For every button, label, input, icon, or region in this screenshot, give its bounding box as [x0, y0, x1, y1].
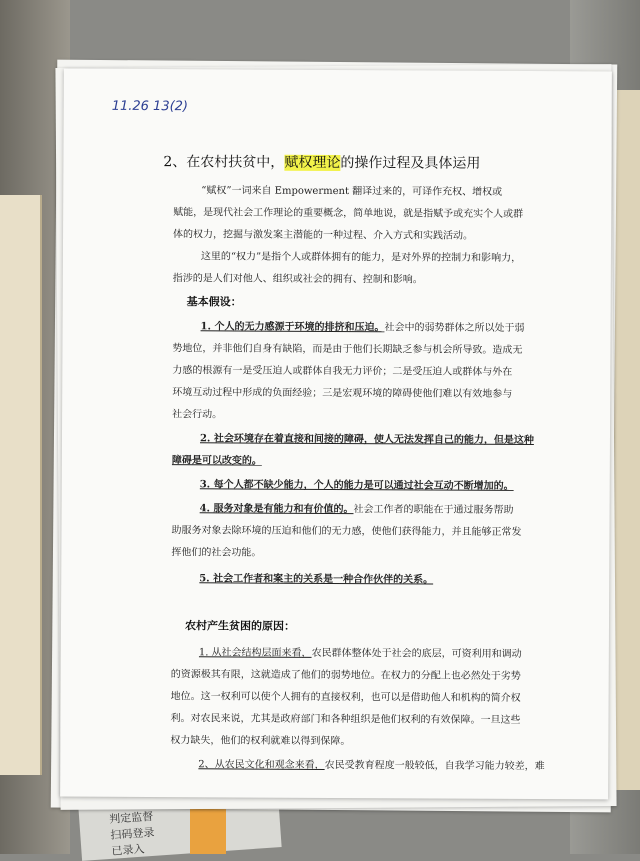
card-text-1: 判定监督	[108, 809, 154, 826]
cause-2-bold: 2、从农民文化和观念来看，	[198, 759, 325, 771]
orange-card	[190, 806, 226, 854]
cause-1-bold: 1. 从社会结构层面来看，	[198, 647, 312, 659]
assumption-1-line-4: 环境互动过程中形成的负面经验；三是宏观环境的障碍使他们难以有效地参与	[172, 387, 513, 400]
cause-1-line-5: 权力缺失，他们的权利就难以得到保障。	[170, 735, 351, 748]
title-highlight: 赋权理论	[284, 154, 341, 172]
handwritten-note: 11.26 13(2)	[111, 98, 189, 115]
assumption-1-line-2: 势地位，并非他们自身有缺陷，而是由于他们长期缺乏参与机会所导致。造成无	[172, 343, 523, 356]
cause-1-line-2: 的资源极其有限，这就造成了他们的弱势地位。在权力的分配上也必然处于劣势	[170, 669, 521, 682]
title-suffix: 的操作过程及具体运用	[340, 155, 481, 172]
assumption-4-line-3: 挥他们的社会功能。	[171, 547, 262, 559]
card-text-2: 扫码登录	[109, 825, 155, 842]
assumption-4-rest: 社会工作者的职能在于通过服务帮助	[353, 504, 514, 516]
assumption-1-bold: 1. 个人的无力感源于环境的排挤和压迫。	[200, 321, 385, 334]
assumption-2-line-2: 障碍是可以改变的。	[171, 455, 262, 467]
section-title	[163, 151, 480, 173]
intro-line-2: 赋能，是现代社会工作理论的重要概念，简单地说，就是指赋予或充实个人或群	[173, 207, 524, 220]
cause-2-rest: 农民受教育程度一般较低，自我学习能力较差，难	[324, 759, 545, 773]
cause-1	[199, 643, 591, 660]
document-page	[60, 69, 612, 800]
assumption-3: 3. 每个人都不缺少能力，个人的能力是可以通过社会互动不断增加的。	[199, 479, 514, 492]
cause-2	[198, 755, 590, 772]
assumption-1-line-5: 社会行动。	[172, 409, 223, 421]
assumption-4-bold: 4. 服务对象是有能力和有价值的。	[199, 503, 354, 516]
causes-heading: 农村产生贫困的原因：	[184, 619, 296, 633]
card-text-3: 已录入	[111, 842, 145, 858]
assumption-2: 2. 社会环境存在着直接和间接的障碍，使人无法发挥自己的能力，但是这种	[199, 433, 534, 447]
cause-1-line-4: 利。对农民来说，尤其是政府部门和各种组织是他们权利的有效保障。一旦这些	[170, 713, 521, 726]
assumption-1-rest: 社会中的弱势群体之所以处于弱	[384, 322, 525, 334]
assumption-1-line-3: 力感的根源有一是受压迫人或群体自我无力评价；二是受压迫人或群体与外在	[172, 365, 513, 378]
cause-1-line-3: 地位。这一权利可以使个人拥有的直接权利，也可以是借助他人和机构的简介权	[170, 691, 521, 704]
intro-line-4: 这里的“权力”是指个人或群体拥有的能力，是对外界的控制力和影响力，	[200, 251, 522, 264]
assumptions-heading: 基本假设：	[186, 295, 242, 309]
cause-1-rest: 农民群体整体处于社会的底层，可资利用和调动	[311, 647, 522, 660]
title-prefix: 2、在农村扶贫中，	[163, 154, 285, 171]
intro-line-5: 指涉的是人们对他人、组织或社会的拥有、控制和影响。	[172, 273, 423, 286]
intro-line-1: “赋权”一词来自 Empowerment 翻译过来的，可译作充权、增权或	[201, 185, 503, 198]
assumption-4-line-2: 助服务对象去除环境的压迫和他们的无力感，使他们获得能力，并且能够正常发	[171, 525, 522, 538]
assumption-4	[200, 499, 592, 516]
assumption-5: 5. 社会工作者和案主的关系是一种合作伙伴的关系。	[199, 573, 434, 586]
notebook-left	[0, 195, 42, 775]
assumption-1	[201, 317, 593, 334]
intro-line-3: 体的权力，挖掘与激发案主潜能的一种过程、介入方式和实践活动。	[173, 229, 474, 242]
